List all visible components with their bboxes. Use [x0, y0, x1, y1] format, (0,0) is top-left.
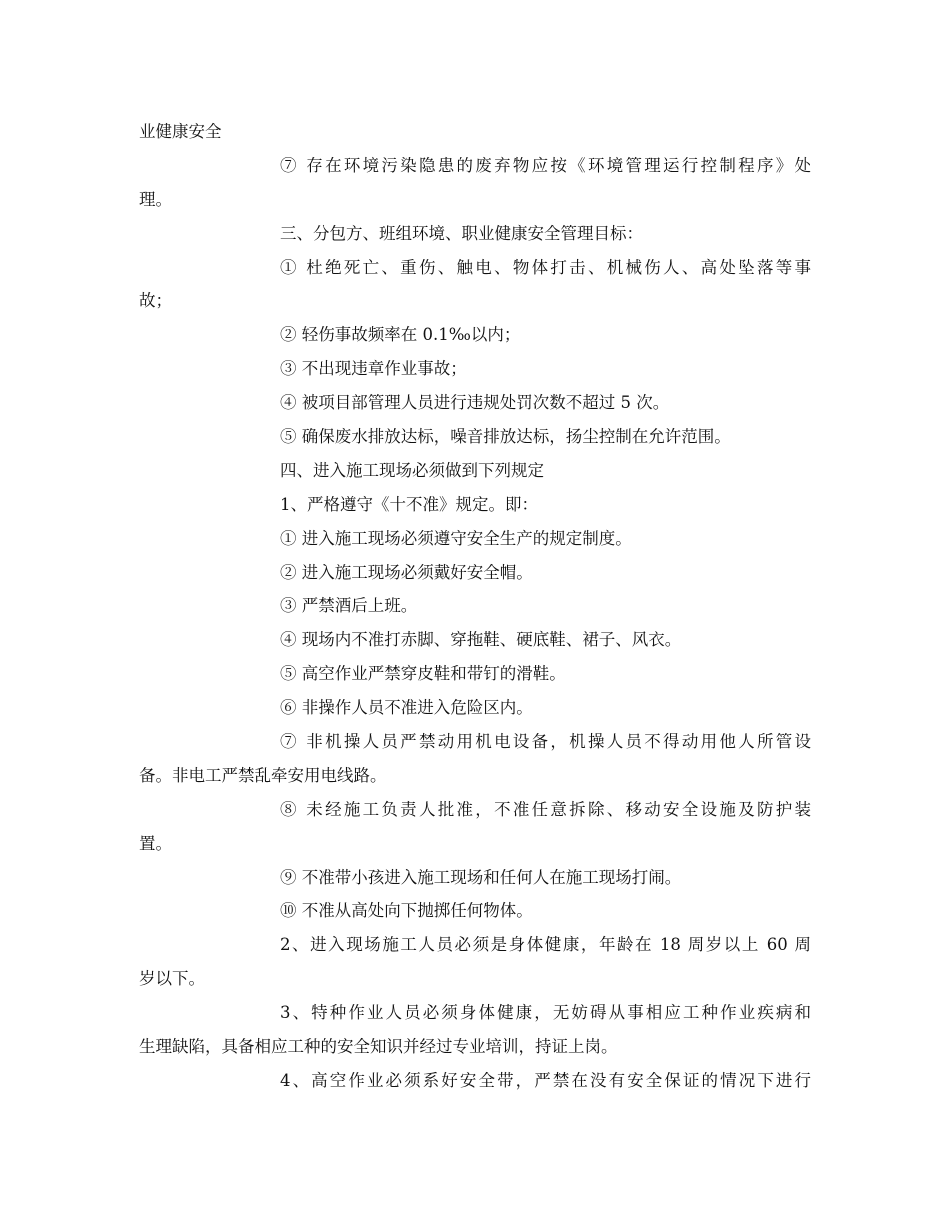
text-line: ③ 严禁酒后上班。	[280, 596, 418, 616]
text-line: 1、严格遵守《十不准》规定。即：	[280, 494, 538, 514]
document-body	[139, 115, 811, 1098]
text-line: 2、进入现场施工人员必须是身体健康，年龄在 18 周岁以上 60 周	[280, 935, 811, 955]
text-line: 置。	[139, 833, 172, 853]
text-line: ⑩ 不准从高处向下抛掷任何物体。	[280, 901, 533, 921]
text-line: ③ 不出现违章作业事故；	[280, 359, 467, 379]
text-line: 3、特种作业人员必须身体健康，无妨碍从事相应工种作业疾病和	[280, 1003, 811, 1023]
text-line: ⑧ 未经施工负责人批准，不准任意拆除、移动安全设施及防护装	[280, 799, 811, 819]
text-line: 理。	[139, 189, 172, 209]
text-line: 备。非电工严禁乱牵安用电线路。	[139, 765, 387, 785]
text-line: ⑤ 确保废水排放达标，噪音排放达标，扬尘控制在允许范围。	[280, 427, 731, 447]
text-line: 生理缺陷，具备相应工种的安全知识并经过专业培训，持证上岗。	[139, 1037, 618, 1057]
text-line: ⑦ 存在环境污染隐患的废弃物应按《环境管理运行控制程序》处	[280, 155, 811, 175]
text-line: ⑤ 高空作业严禁穿皮鞋和带钉的滑鞋。	[280, 664, 566, 684]
text-line: ④ 被项目部管理人员进行违规处罚次数不超过 5 次。	[280, 393, 670, 413]
text-line: 业健康安全	[139, 122, 222, 141]
text-line: ① 杜绝死亡、重伤、触电、物体打击、机械伤人、高处坠落等事	[280, 257, 811, 277]
text-line: 岁以下。	[139, 969, 205, 989]
text-line: ⑦ 非机操人员严禁动用机电设备，机操人员不得动用他人所管设	[280, 732, 811, 752]
text-line: 四、进入施工现场必须做到下列规定	[280, 460, 544, 480]
text-line: ① 进入施工现场必须遵守安全生产的规定制度。	[280, 528, 632, 548]
text-line: 4、高空作业必须系好安全带，严禁在没有安全保证的情况下进行	[280, 1070, 811, 1090]
text-line: 三、分包方、班组环境、职业健康安全管理目标：	[280, 223, 643, 243]
text-line: ⑥ 非操作人员不准进入危险区内。	[280, 698, 533, 718]
text-line: ② 轻伤事故频率在 0.1‰以内；	[280, 325, 521, 345]
text-line: ② 进入施工现场必须戴好安全帽。	[280, 562, 533, 582]
text-line: ④ 现场内不准打赤脚、穿拖鞋、硬底鞋、裙子、风衣。	[280, 630, 682, 650]
text-line: 故；	[139, 291, 172, 311]
text-line: ⑨ 不准带小孩进入施工现场和任何人在施工现场打闹。	[280, 867, 682, 887]
